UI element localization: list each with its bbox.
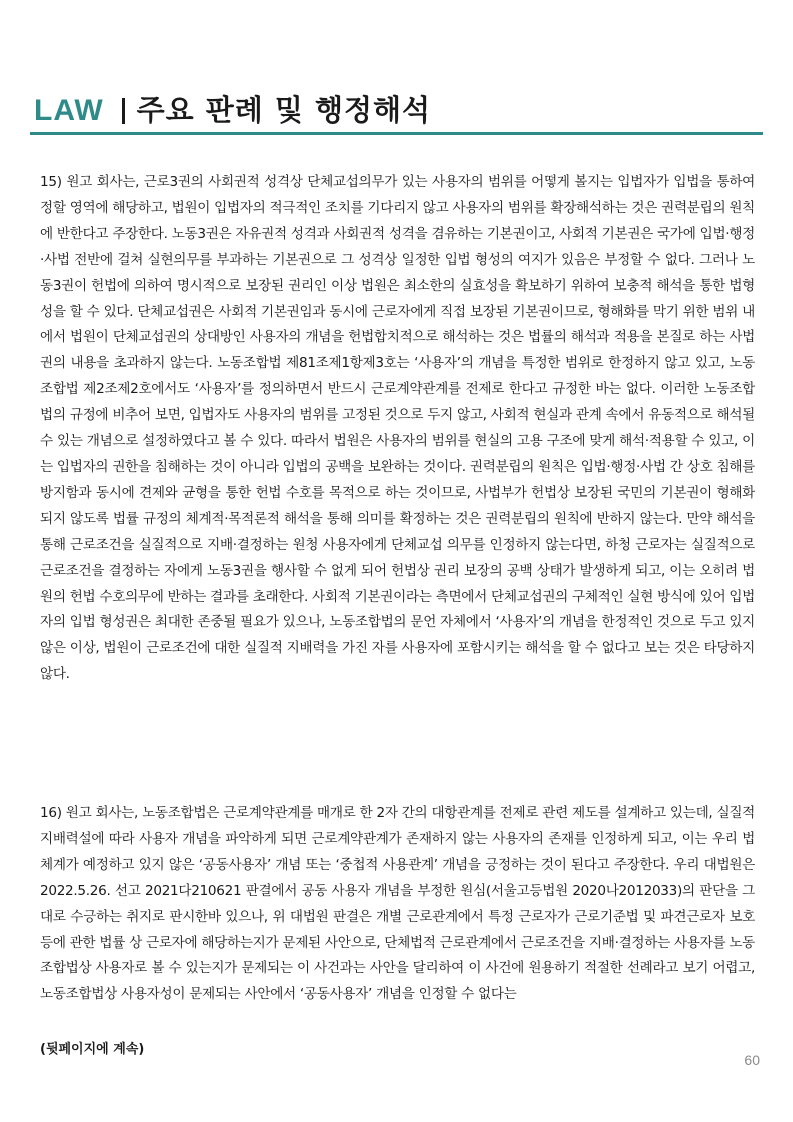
page-number: 60 bbox=[744, 1052, 760, 1068]
footnote-paragraph-16: 16) 원고 회사는, 노동조합법은 근로계약관계를 매개로 한 2자 간의 대항관계를 전제로 관련 제도를 설계하고 있는데, 실질적 지배력설에 따라 사용자 개념을 파악하게 되면 근로계약관계가 존재하지 않는 사용자의 존재를 인정하게 되고, 이는 우리 법체계가 예정하고 있지 않은 ‘공동사용자’ 개념 또는 ‘중첩적 사용관계’ 개념을 긍정하는 것이 된다고 주장한다. 우리 대법원은 2022.5.26. 선고 2021다210621 판결에서 공동 사용자 개념을 부정한 원심(서울고등법원 2020나2012033)의 판단을 그대로 수긍하는 취지로 판시한바 있으나, 위 대법원 판결은 개별 근로관계에서 특정 근로자가 근로기준법 및 파견근로자 보호 등에 관한 법률 상 근로자에 해당하는지가 문제된 사안으로, 단체법적 근로관계에서 근로조건을 지배·결정하는 사용자를 노동조합법상 사용자로 볼 수 있는지가 문제되는 이 사건과는 사안을 달리하여 이 사건에 원용하기 적절한 선례라고 보기 어렵고, 노동조합법상 사용자성이 문제되는 사안에서 ‘공동사용자’ 개념을 인정할 수 없다는 bbox=[40, 805, 755, 1003]
page-header bbox=[34, 88, 762, 128]
continuation-note: (뒷페이지에 계속) bbox=[40, 1042, 145, 1057]
footnote-paragraph-15: 15) 원고 회사는, 근로3권의 사회권적 성격상 단체교섭의무가 있는 사용자의 범위를 어떻게 볼지는 입법자가 입법을 통하여 정할 영역에 해당하고, 법원이 입법자의 적극적인 조치를 기다리지 않고 사용자의 범위를 확장해석하는 것은 권력분립의 원칙에 반한다고 주장한다. 노동3권은 자유권적 성격과 사회권적 성격을 겸유하는 기본권이고, 사회적 기본권은 국가에 입법·행정·사법 전반에 걸쳐 실현의무를 부과하는 기본권으로 그 성격상 일정한 입법 형성의 여지가 있음은 부정할 수 없다. 그러나 노동3권이 헌법에 의하여 명시적으로 보장된 권리인 이상 법원은 최소한의 실효성을 확보하기 위하여 보충적 해석을 통한 법형성을 할 수 있다. 단체교섭권은 사회적 기본권임과 동시에 근로자에게 직접 보장된 기본권이므로, 형해화를 막기 위한 범위 내에서 법원이 단체교섭권의 상대방인 사용자의 개념을 헌법합치적으로 해석하는 것은 법률의 해석과 적용을 본질로 하는 사법권의 내용을 초과하지 않는다. 노동조합법 제81조제1항제3호는 ‘사용자’의 개념을 특정한 범위로 한정하지 않고 있고, 노동조합법 제2조제2호에서도 ‘사용자’를 정의하면서 반드시 근로계약관계를 전제로 한다고 규정한 바는 없다. 이러한 노동조합법의 규정에 비추어 보면, 입법자도 사용자의 범위를 고정된 것으로 두지 않고, 사회적 현실과 관계 속에서 유동적으로 해석될 수 있는 개념으로 설정하였다고 볼 수 있다. 따라서 법원은 사용자의 범위를 현실의 고용 구조에 맞게 해석·적용할 수 있고, 이는 입법자의 권한을 침해하는 것이 아니라 입법의 공백을 보완하는 것이다. 권력분립의 원칙은 입법·행정·사법 간 상호 침해를 방지함과 동시에 견제와 균형을 통한 헌법 수호를 목적으로 하는 것이므로, 사법부가 헌법상 보장된 국민의 기본권이 형해화되지 않도록 법률 규정의 체계적·목적론적 해석을 통해 의미를 확정하는 것은 권력분립의 원칙에 반하지 않는다. 만약 해석을 통해 근로조건을 실질적으로 지배·결정하는 원청 사용자에게 단체교섭 의무를 인정하지 않는다면, 하청 근로자는 실질적으로 근로조건을 결정하는 자에게 노동3권을 행사할 수 없게 되어 헌법상 권리 보장의 공백 상태가 발생하게 되고, 이는 오히려 법원의 헌법 수호의무에 반하는 결과를 초래한다. 사회적 기본권이라는 측면에서 단체교섭권의 구체적인 실현 방식에 있어 입법자의 입법 형성권은 최대한 존중될 필요가 있으나, 노동조합법의 문언 자체에서 ‘사용자’의 개념을 한정적인 것으로 두고 있지 않은 이상, 법원이 근로조건에 대한 실질적 지배력을 가진 자를 사용자에 포함시키는 해석을 할 수 없다고 보는 것은 타당하지 않다. bbox=[40, 174, 755, 683]
section-label: LAW bbox=[34, 94, 104, 127]
page-title: 주요 판례 및 행정해석 bbox=[136, 93, 432, 127]
header-separator bbox=[122, 98, 125, 124]
header-rule bbox=[30, 132, 763, 135]
